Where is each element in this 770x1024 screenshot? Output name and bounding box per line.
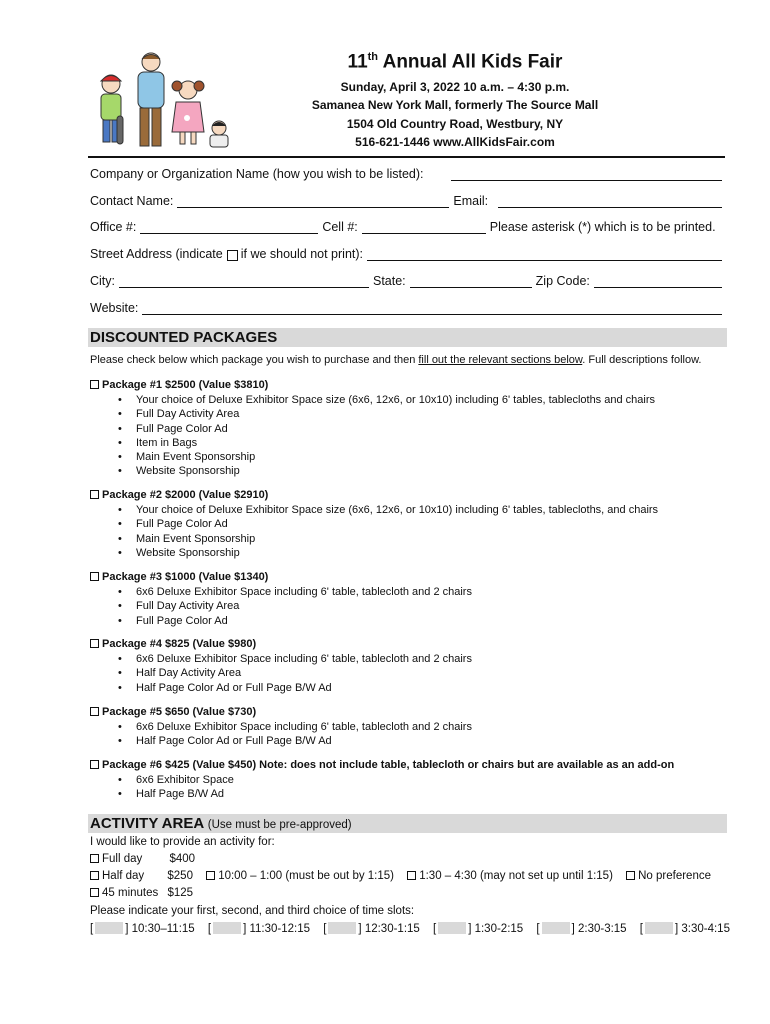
phone-row <box>90 220 726 234</box>
package-3-items <box>118 585 472 628</box>
event-contact: 516-621-1446 www.AllKidsFair.com <box>355 135 555 149</box>
min45-checkbox[interactable] <box>90 888 99 897</box>
slot-input[interactable] <box>328 922 356 934</box>
state-label: State: <box>373 274 406 288</box>
list-item: • Half Page B/W Ad <box>118 787 234 801</box>
boy-figure <box>101 75 123 144</box>
package-2-items <box>118 503 658 560</box>
half-day-checkbox[interactable] <box>90 871 99 880</box>
street-row <box>90 247 726 261</box>
zip-label: Zip Code: <box>535 274 590 288</box>
website-field[interactable] <box>142 302 722 315</box>
slot-input[interactable] <box>645 922 673 934</box>
package-5-items <box>118 720 472 749</box>
package-1-checkbox[interactable] <box>90 380 99 389</box>
afternoon-option[interactable]: 1:30 – 4:30 (may not set up until 1:15) <box>407 870 613 882</box>
contact-name-field[interactable] <box>177 195 449 208</box>
asterisk-note: Please asterisk (*) which is to be printed. <box>489 220 716 234</box>
contact-label: Contact Name: <box>90 194 174 208</box>
full-day-checkbox[interactable] <box>90 854 99 863</box>
list-item: • Item in Bags <box>118 436 655 450</box>
packages-intro: Please check below which package you wish to purchase and then fill out the relevant sections below. Full descriptions follow. <box>90 354 702 366</box>
city-row <box>90 274 726 288</box>
package-3-title[interactable]: Package #3 $1000 (Value $1340) <box>90 571 268 583</box>
package-2-title[interactable]: Package #2 $2000 (Value $2910) <box>90 489 268 501</box>
package-4-checkbox[interactable] <box>90 639 99 648</box>
list-item: • Full Day Activity Area <box>118 599 472 613</box>
time-slot[interactable]: [ ] 3:30-4:15 <box>639 923 730 935</box>
company-label: Company or Organization Name (how you wish to be listed): <box>90 167 424 181</box>
company-row <box>90 167 726 181</box>
list-item: • Half Day Activity Area <box>118 666 472 680</box>
slot-input[interactable] <box>438 922 466 934</box>
list-item: • 6x6 Deluxe Exhibitor Space including 6' table, tablecloth and 2 chairs <box>118 585 472 599</box>
morning-checkbox[interactable] <box>206 871 215 880</box>
email-field[interactable] <box>498 195 722 208</box>
package-5-checkbox[interactable] <box>90 707 99 716</box>
package-1-items <box>118 393 655 479</box>
package-4-items <box>118 652 472 695</box>
list-item: • Your choice of Deluxe Exhibitor Space size (6x6, 12x6, or 10x10) including 6' tables, tablecloths and chairs <box>118 393 655 407</box>
list-item: • 6x6 Deluxe Exhibitor Space including 6' table, tablecloth and 2 chairs <box>118 652 472 666</box>
slot-input[interactable] <box>95 922 123 934</box>
half-day-option: Half day $250 10:00 – 1:00 (must be out by 1:15) 1:30 – 4:30 (may not set up until 1:15) No preference <box>90 870 730 882</box>
slot-input[interactable] <box>542 922 570 934</box>
list-item: • 6x6 Deluxe Exhibitor Space including 6' table, tablecloth and 2 chairs <box>118 720 472 734</box>
street-label-a: Street Address (indicate <box>90 247 223 261</box>
girl-figure <box>172 81 204 144</box>
dad-figure <box>138 53 164 146</box>
package-6-checkbox[interactable] <box>90 760 99 769</box>
no-preference-checkbox[interactable] <box>626 871 635 880</box>
email-label: Email: <box>453 194 489 208</box>
website-label: Website: <box>90 301 139 315</box>
list-item: • Main Event Sponsorship <box>118 450 655 464</box>
list-item: • Half Page Color Ad or Full Page B/W Ad <box>118 681 472 695</box>
time-slot[interactable]: [ ] 11:30-12:15 <box>207 923 311 935</box>
package-6-title[interactable]: Package #6 $425 (Value $450) Note: does not include table, tablecloth or chairs but are available as an add-on <box>90 759 674 771</box>
activity-intro: I would like to provide an activity for: <box>90 836 275 848</box>
street-label-b: if we should not print): <box>240 247 364 261</box>
package-2-checkbox[interactable] <box>90 490 99 499</box>
list-item: • Full Day Activity Area <box>118 407 655 421</box>
packages-heading: DISCOUNTED PACKAGES <box>88 328 727 347</box>
street-field[interactable] <box>367 248 722 261</box>
time-slot[interactable]: [ ] 1:30-2:15 <box>433 923 524 935</box>
state-field[interactable] <box>410 275 532 288</box>
office-label: Office #: <box>90 220 137 234</box>
time-slot[interactable]: [ ] 2:30-3:15 <box>536 923 627 935</box>
list-item: • Website Sponsorship <box>118 546 658 560</box>
activity-heading: ACTIVITY AREA (Use must be pre-approved) <box>88 814 727 833</box>
cell-field[interactable] <box>362 221 486 234</box>
event-address: 1504 Old Country Road, Westbury, NY <box>346 117 564 131</box>
event-date: Sunday, April 3, 2022 10 a.m. – 4:30 p.m. <box>340 80 570 94</box>
time-slots <box>90 922 730 935</box>
city-field[interactable] <box>119 275 369 288</box>
list-item: • Full Page Color Ad <box>118 517 658 531</box>
package-5-title[interactable]: Package #5 $650 (Value $730) <box>90 706 256 718</box>
list-item: • Your choice of Deluxe Exhibitor Space size (6x6, 12x6, or 10x10) including 6' tables, tablecloths, and chairs <box>118 503 658 517</box>
office-field[interactable] <box>140 221 318 234</box>
event-title: 11th Annual All Kids Fair <box>347 51 563 73</box>
slots-intro: Please indicate your first, second, and third choice of time slots: <box>90 905 415 917</box>
header-divider <box>88 156 725 158</box>
city-label: City: <box>90 274 115 288</box>
event-venue: Samanea New York Mall, formerly The Source Mall <box>311 98 599 112</box>
toddler-figure <box>210 121 228 147</box>
list-item: • Full Page Color Ad <box>118 422 655 436</box>
package-3-checkbox[interactable] <box>90 572 99 581</box>
cell-label: Cell #: <box>322 220 358 234</box>
zip-field[interactable] <box>594 275 722 288</box>
website-row <box>90 301 726 315</box>
list-item: • Half Page Color Ad or Full Page B/W Ad <box>118 734 472 748</box>
slot-input[interactable] <box>213 922 241 934</box>
no-preference-option[interactable]: No preference <box>626 870 711 882</box>
list-item: • Main Event Sponsorship <box>118 532 658 546</box>
list-item: • Full Page Color Ad <box>118 614 472 628</box>
morning-option[interactable]: 10:00 – 1:00 (must be out by 1:15) <box>206 870 394 882</box>
package-4-title[interactable]: Package #4 $825 (Value $980) <box>90 638 256 650</box>
min45-option[interactable]: 45 minutes $125 <box>90 887 193 899</box>
contact-row <box>90 194 726 208</box>
no-print-checkbox[interactable] <box>227 250 238 261</box>
list-item: • 6x6 Exhibitor Space <box>118 773 234 787</box>
list-item: • Website Sponsorship <box>118 464 655 478</box>
company-field[interactable] <box>451 168 722 181</box>
family-illustration <box>92 48 242 152</box>
afternoon-checkbox[interactable] <box>407 871 416 880</box>
package-6-items <box>118 773 234 802</box>
time-slot[interactable]: [ ] 12:30-1:15 <box>323 923 420 935</box>
package-1-title[interactable]: Package #1 $2500 (Value $3810) <box>90 379 268 391</box>
time-slot[interactable]: [ ] 10:30–11:15 <box>90 923 195 935</box>
full-day-option[interactable]: Full day $400 <box>90 853 195 865</box>
